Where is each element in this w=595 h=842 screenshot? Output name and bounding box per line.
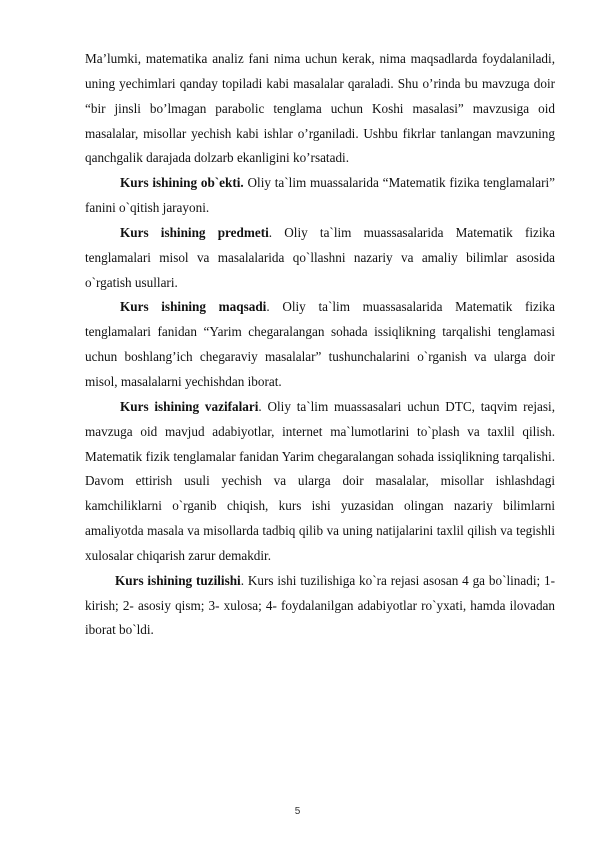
goal-term: Kurs ishining maqsadi — [120, 299, 267, 315]
object-text: Oliy ta`lim muassalarida “Matematik fizika tenglamalari” fanini o`qitish jarayoni. — [85, 175, 555, 216]
structure-term: Kurs ishining tuzilishi — [115, 572, 241, 588]
subject-paragraph — [85, 221, 555, 296]
goal-paragraph — [85, 295, 555, 394]
intro-text: Ma’lumki, matematika analiz fani nima uchun kerak, nima maqsadlarda foydalaniladi, uning yechimlari qanday topiladi kabi masalalar qaraladi. Shu o’rinda bu mavzuga doir “bir jinsli bo’lmagan parabolic tenglama uchun Koshi masalasi” mavzusiga oid masalalar, misollar yechish kabi ishlar o’rganiladi. Ushbu fikrlar tanlangan mavzuning qanchgalik darajada dolzarb ekanligini ko’rsatadi. — [85, 51, 555, 166]
page-number: 5 — [294, 806, 301, 817]
object-paragraph — [85, 171, 555, 221]
structure-paragraph — [85, 569, 555, 644]
goal-text: . Oliy ta`lim muassasalarida Matematik fizika tenglamalari fanidan “Yarim chegaralangan sohada issiqlikning tarqalishi tenglamasi uchun boshlang’ich chegaraviy masalalar” tushunchalarini o`rganish va ularga doir misol, masalalarni yechishdan iborat. — [85, 299, 555, 389]
subject-text: . Oliy ta`lim muassasalarida Matematik fizika tenglamalari misol va masalalarida qo`llashni nazariy va amaliy bilimlar asosida o`rgatish usullari. — [85, 224, 555, 290]
intro-paragraph — [85, 47, 555, 171]
object-term: Kurs ishining ob`ekti. — [120, 175, 244, 191]
subject-term: Kurs ishining predmeti — [120, 224, 269, 240]
page-body — [85, 47, 555, 643]
structure-text: . Kurs ishi tuzilishiga ko`ra rejasi asosan 4 ga bo`linadi; 1-kirish; 2- asosiy qism; 3- xulosa; 4- foydalanilgan adabiyotlar ro`yxati, hamda ilovadan iborat bo`ldi. — [85, 572, 555, 638]
tasks-paragraph — [85, 395, 555, 569]
tasks-term: Kurs ishining vazifalari — [120, 398, 259, 414]
tasks-text: . Oliy ta`lim muassasalari uchun DTC, taqvim rejasi, mavzuga oid mavjud adabiyotlar, internet ma`lumotlarini to`plash va taxlil qilish. Matematik fizik tenglamalar fanidan Yarim chegaralangan sohada issiqlikning tarqalishi. Davom ettirish usuli yechish va ularga doir masalalar, misollar ishlashdagi kamchiliklarni o`rganib chiqish, kurs ishi yuzasidan olingan nazariy bilimlarni amaliyotda masala va misollarda tadbiq qilib va uning natijalarini taxlil qilish va tegishli xulosalar chiqarish zarur demakdir. — [85, 398, 555, 563]
